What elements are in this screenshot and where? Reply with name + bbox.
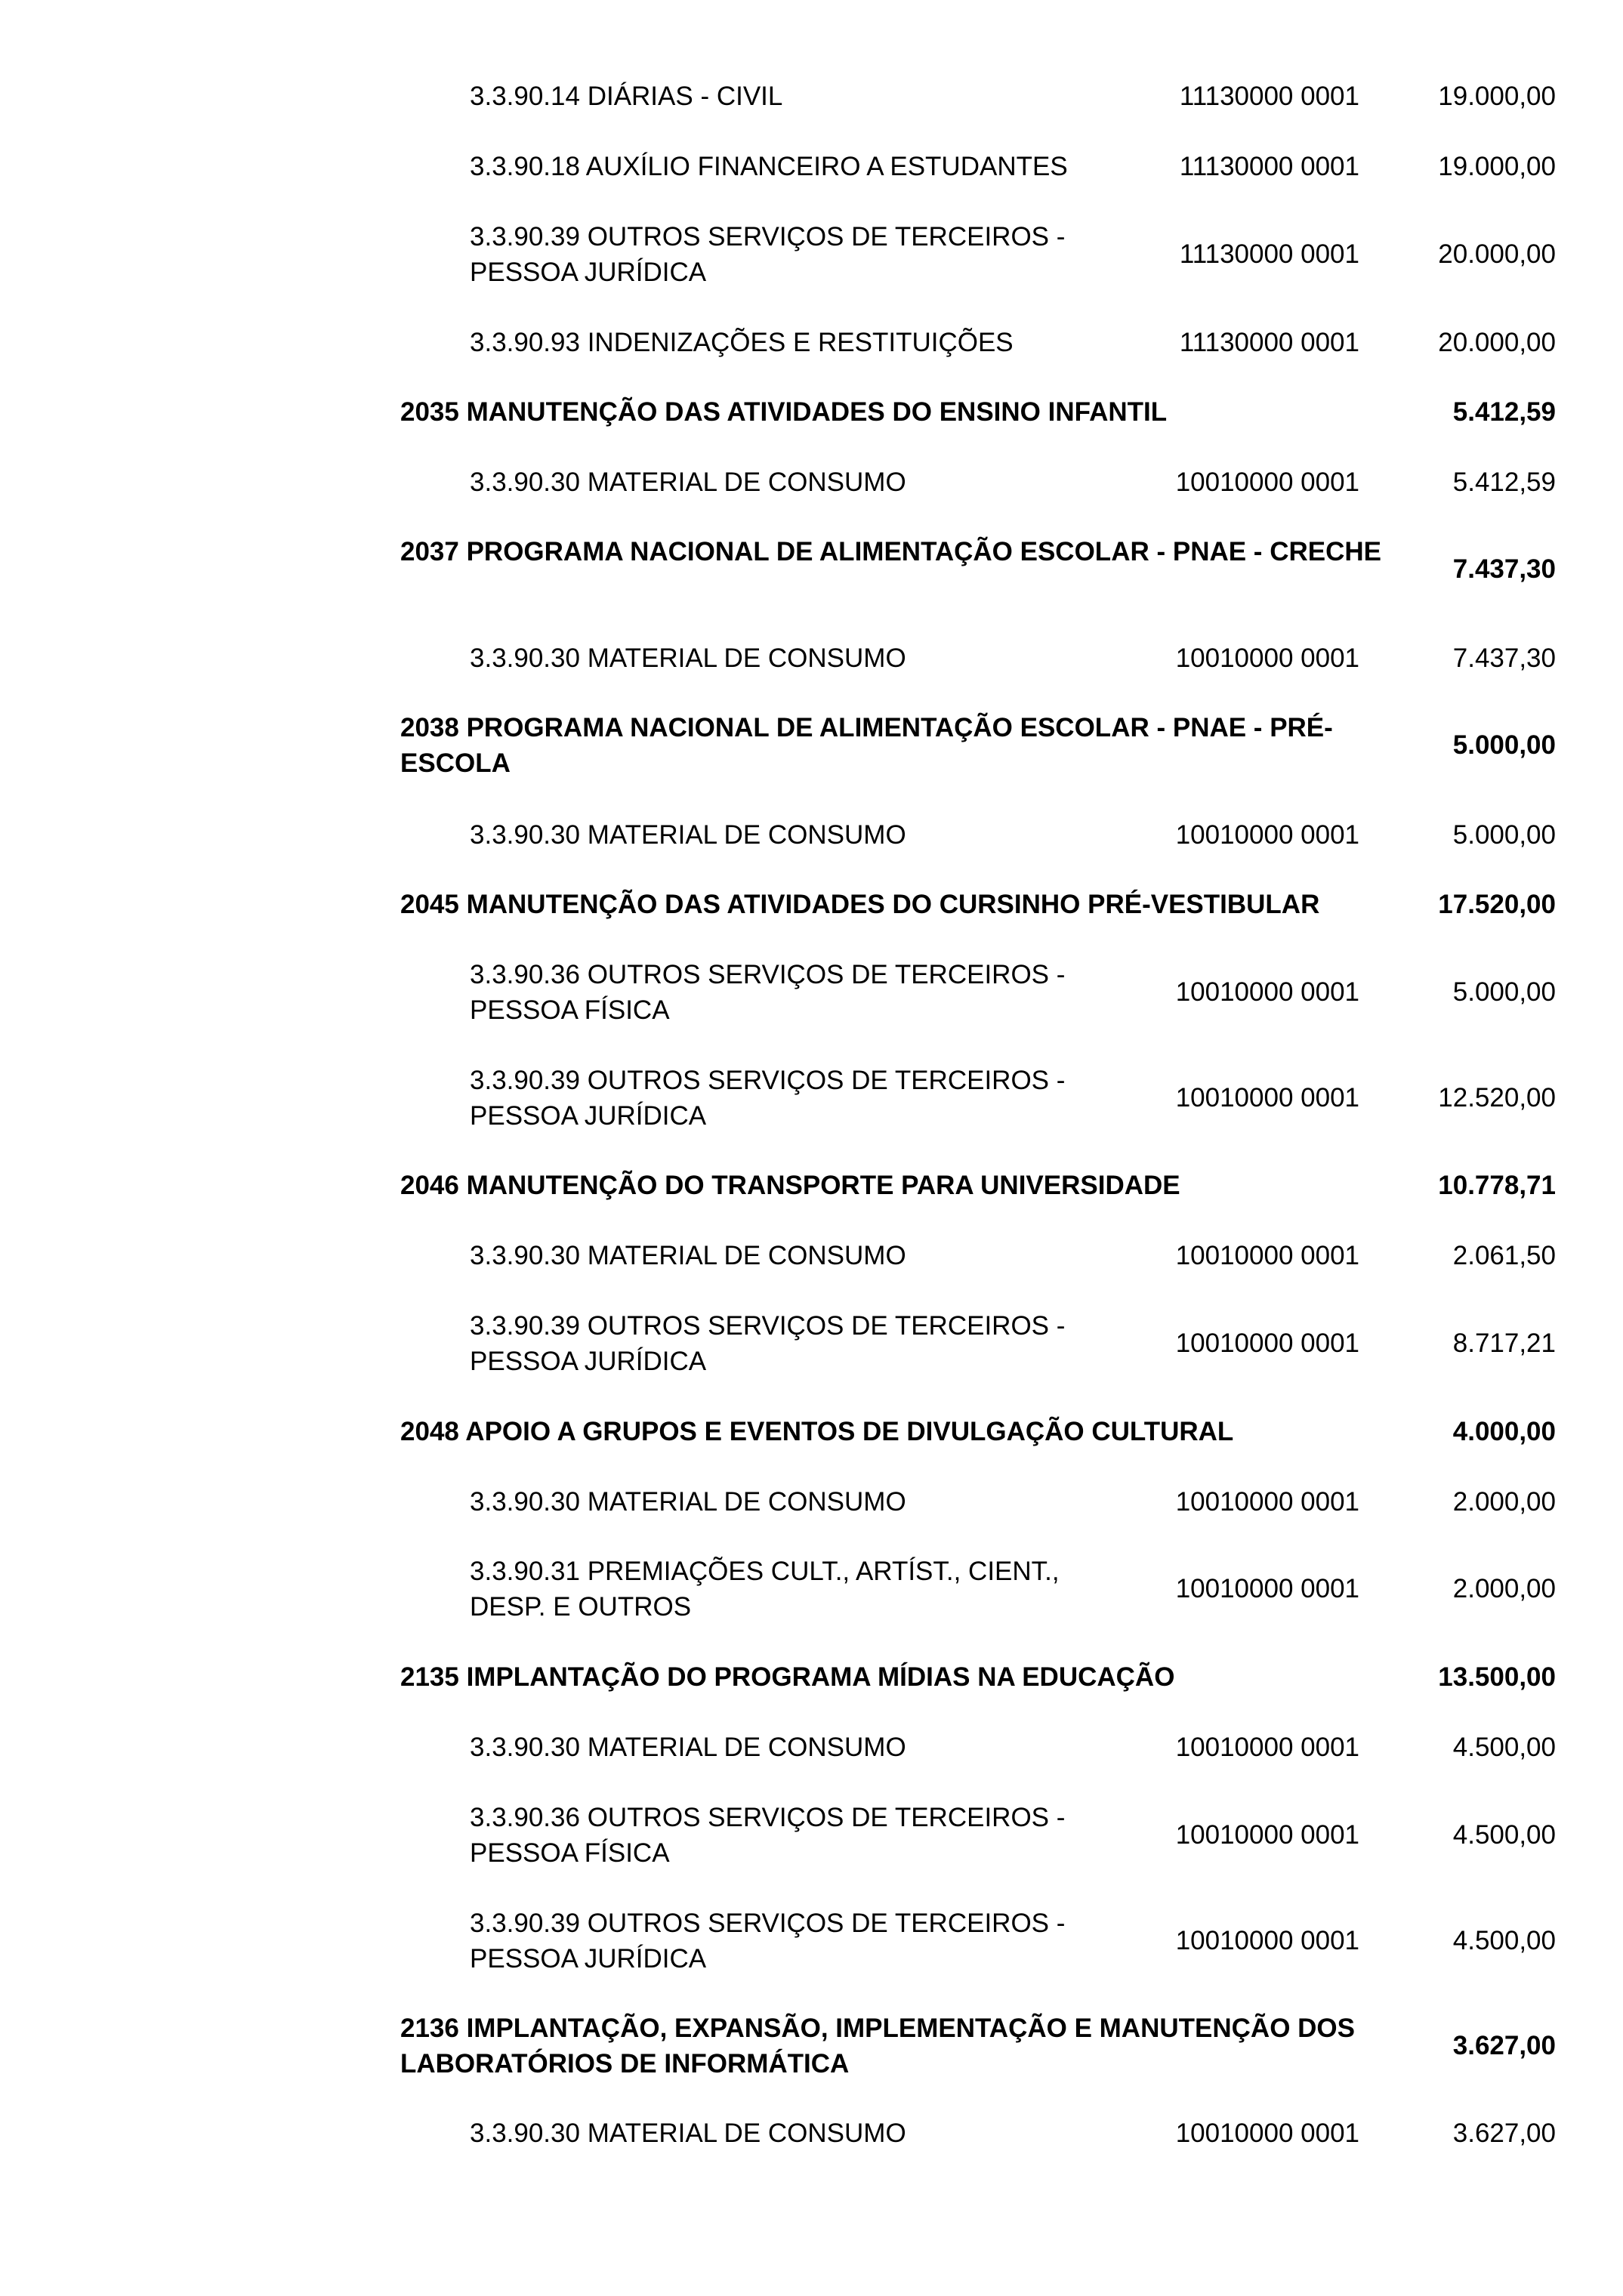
action-total: 4.000,00 (1452, 1417, 1556, 1446)
resource-source: 10010000 0001 (1175, 1820, 1359, 1850)
expense-description: 3.3.90.30 MATERIAL DE CONSUMO (470, 1733, 906, 1762)
expense-value: 4.500,00 (1452, 1733, 1556, 1762)
resource-source: 11130000 0001 (1179, 152, 1359, 181)
expense-description: 3.3.90.93 INDENIZAÇÕES E RESTITUIÇÕES (470, 328, 1014, 357)
resource-source: 10010000 0001 (1175, 1574, 1359, 1603)
expense-description: 3.3.90.36 OUTROS SERVIÇOS DE TERCEIROS - PESSOA FÍSICA (470, 960, 1066, 1025)
expense-value: 2.000,00 (1452, 1487, 1556, 1517)
expense-description: 3.3.90.30 MATERIAL DE CONSUMO (470, 820, 906, 850)
expense-value: 20.000,00 (1438, 328, 1556, 357)
expense-description: 3.3.90.31 PREMIAÇÕES CULT., ARTÍST., CIENT., DESP. E OUTROS (470, 1557, 1060, 1622)
resource-source: 10010000 0001 (1175, 643, 1359, 673)
resource-source: 11130000 0001 (1179, 328, 1359, 357)
action-title: 2046 MANUTENÇÃO DO TRANSPORTE PARA UNIVERSIDADE (400, 1171, 1180, 1200)
expense-value: 5.000,00 (1452, 820, 1556, 850)
expense-description: 3.3.90.36 OUTROS SERVIÇOS DE TERCEIROS - PESSOA FÍSICA (470, 1803, 1066, 1868)
expense-value: 19.000,00 (1438, 152, 1556, 181)
action-total: 17.520,00 (1438, 890, 1556, 919)
resource-source: 10010000 0001 (1175, 1926, 1359, 1955)
resource-source: 11130000 0001 (1179, 82, 1359, 111)
resource-source: 10010000 0001 (1175, 468, 1359, 497)
expense-description: 3.3.90.39 OUTROS SERVIÇOS DE TERCEIROS - PESSOA JURÍDICA (470, 222, 1066, 287)
action-title: 2048 APOIO A GRUPOS E EVENTOS DE DIVULGAÇÃO CULTURAL (400, 1417, 1234, 1446)
expense-value: 7.437,30 (1452, 643, 1556, 673)
resource-source: 10010000 0001 (1175, 820, 1359, 850)
action-total: 7.437,30 (1452, 554, 1556, 584)
resource-source: 10010000 0001 (1175, 2119, 1359, 2148)
resource-source: 10010000 0001 (1175, 977, 1359, 1007)
expense-description: 3.3.90.30 MATERIAL DE CONSUMO (470, 1241, 906, 1270)
expense-description: 3.3.90.30 MATERIAL DE CONSUMO (470, 1487, 906, 1517)
expense-value: 20.000,00 (1438, 239, 1556, 269)
expense-description: 3.3.90.14 DIÁRIAS - CIVIL (470, 82, 783, 111)
expense-description: 3.3.90.30 MATERIAL DE CONSUMO (470, 643, 906, 673)
resource-source: 10010000 0001 (1175, 1733, 1359, 1762)
expense-description: 3.3.90.39 OUTROS SERVIÇOS DE TERCEIROS - PESSOA JURÍDICA (470, 1066, 1066, 1131)
expense-value: 2.000,00 (1452, 1574, 1556, 1603)
action-title: 2035 MANUTENÇÃO DAS ATIVIDADES DO ENSINO INFANTIL (400, 397, 1168, 427)
resource-source: 10010000 0001 (1175, 1083, 1359, 1113)
expense-value: 19.000,00 (1438, 82, 1556, 111)
resource-source: 10010000 0001 (1175, 1329, 1359, 1358)
expense-value: 12.520,00 (1438, 1083, 1556, 1113)
action-total: 3.627,00 (1452, 2031, 1556, 2060)
action-total: 5.000,00 (1452, 730, 1556, 760)
expense-description: 3.3.90.30 MATERIAL DE CONSUMO (470, 2119, 906, 2148)
expense-value: 4.500,00 (1452, 1820, 1556, 1850)
action-title: 2038 PROGRAMA NACIONAL DE ALIMENTAÇÃO ESCOLAR - PNAE - PRÉ-ESCOLA (400, 713, 1333, 778)
expense-value: 4.500,00 (1452, 1926, 1556, 1955)
action-title: 2135 IMPLANTAÇÃO DO PROGRAMA MÍDIAS NA EDUCAÇÃO (400, 1662, 1175, 1692)
action-total: 13.500,00 (1438, 1662, 1556, 1692)
expense-description: 3.3.90.39 OUTROS SERVIÇOS DE TERCEIROS - PESSOA JURÍDICA (470, 1311, 1066, 1376)
expense-value: 5.412,59 (1452, 468, 1556, 497)
action-total: 5.412,59 (1452, 397, 1556, 427)
expense-value: 3.627,00 (1452, 2119, 1556, 2148)
action-title: 2045 MANUTENÇÃO DAS ATIVIDADES DO CURSINHO PRÉ-VESTIBULAR (400, 890, 1320, 919)
expense-value: 2.061,50 (1452, 1241, 1556, 1270)
expense-value: 5.000,00 (1452, 977, 1556, 1007)
expense-description: 3.3.90.18 AUXÍLIO FINANCEIRO A ESTUDANTES (470, 152, 1068, 181)
expense-description: 3.3.90.30 MATERIAL DE CONSUMO (470, 468, 906, 497)
resource-source: 11130000 0001 (1179, 239, 1359, 269)
action-total: 10.778,71 (1438, 1171, 1556, 1200)
action-title: 2037 PROGRAMA NACIONAL DE ALIMENTAÇÃO ESCOLAR - PNAE - CRECHE (400, 537, 1381, 566)
resource-source: 10010000 0001 (1175, 1241, 1359, 1270)
expense-description: 3.3.90.39 OUTROS SERVIÇOS DE TERCEIROS - PESSOA JURÍDICA (470, 1909, 1066, 1974)
expense-value: 8.717,21 (1452, 1329, 1556, 1358)
resource-source: 10010000 0001 (1175, 1487, 1359, 1517)
action-title: 2136 IMPLANTAÇÃO, EXPANSÃO, IMPLEMENTAÇÃO E MANUTENÇÃO DOS LABORATÓRIOS DE INFORMÁTICA (400, 2014, 1355, 2078)
